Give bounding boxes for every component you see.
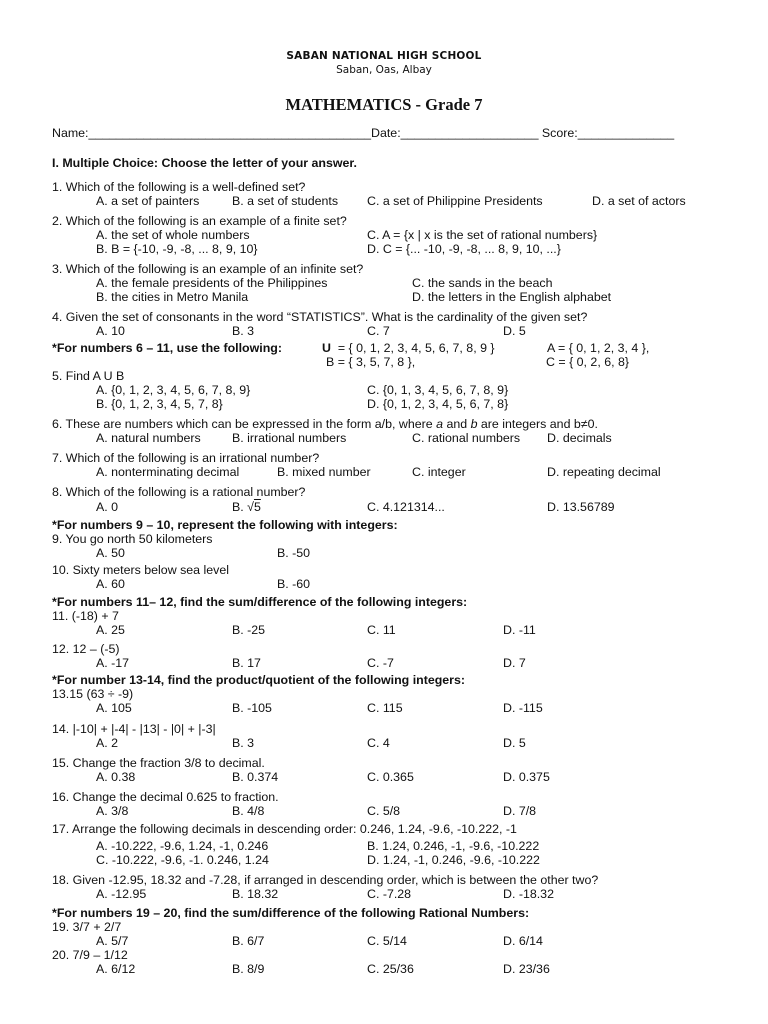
- q6-option-d: D. decimals: [547, 431, 612, 445]
- q13-option-d: D. -115: [503, 701, 543, 715]
- school-address: Saban, Oas, Albay: [336, 64, 432, 76]
- q6-option-b: B. irrational numbers: [232, 431, 347, 445]
- page-title: MATHEMATICS - Grade 7: [285, 95, 483, 114]
- instructions: I. Multiple Choice: Choose the letter of your answer.: [52, 156, 357, 170]
- q10-option-b: B. -60: [277, 577, 311, 591]
- q14-option-b: B. 3: [232, 736, 255, 750]
- q18-option-d: D. -18.32: [503, 887, 554, 901]
- note-numbers-6-11: [52, 341, 282, 355]
- q8-option-d: D. 13.56789: [547, 500, 615, 514]
- question-1: 1. Which of the following is a well-defined set?: [52, 180, 306, 194]
- q5-option-c: C. {0, 1, 3, 4, 5, 6, 7, 8, 9}: [367, 383, 509, 397]
- q15-option-b: B. 0.374: [232, 770, 279, 784]
- question-17: 17. Arrange the following decimals in descending order: 0.246, 1.24, -9.6, -10.222, -1: [52, 822, 517, 836]
- q9-option-a: A. 50: [96, 546, 125, 560]
- q8-option-a: A. 0: [96, 500, 119, 514]
- q15-option-d: D. 0.375: [503, 770, 550, 784]
- q4-option-a: A. 10: [96, 324, 125, 338]
- q6-variable-b: b: [470, 417, 478, 431]
- q18-option-c: C. -7.28: [367, 887, 412, 901]
- school-name: SABAN NATIONAL HIGH SCHOOL: [286, 50, 482, 62]
- q8-option-c: C. 4.121314...: [367, 500, 445, 514]
- question-4: 4. Given the set of consonants in the word “STATISTICS”. What is the cardinality of the given set?: [52, 310, 588, 324]
- question-12: 12. 12 – (-5): [52, 642, 120, 656]
- q20-option-c: C. 25/36: [367, 962, 414, 976]
- question-19: 19. 3/7 + 2/7: [52, 920, 122, 934]
- q11-option-b: B. -25: [232, 623, 266, 637]
- q3-option-b: B. the cities in Metro Manila: [96, 290, 249, 304]
- q6-option-a: A. natural numbers: [96, 431, 201, 445]
- q16-option-d: D. 7/8: [503, 804, 537, 818]
- q3-option-d: D. the letters in the English alphabet: [412, 290, 612, 304]
- q19-option-a: A. 5/7: [96, 934, 129, 948]
- q17-option-b: B. 1.24, 0.246, -1, -9.6, -10.222: [367, 839, 540, 853]
- question-14: 14. |-10| + |-4| - |13| - |0| + |-3|: [52, 722, 216, 736]
- set-b: B = { 3, 5, 7, 8 },: [326, 355, 416, 369]
- question-8: 8. Which of the following is a rational number?: [52, 485, 306, 499]
- q9-option-b: B. -50: [277, 546, 311, 560]
- question-16: 16. Change the decimal 0.625 to fraction.: [52, 790, 279, 804]
- q19-option-b: B. 6/7: [232, 934, 265, 948]
- note-numbers-9-10: *For numbers 9 – 10, represent the following with integers:: [52, 518, 398, 532]
- q13-option-a: A. 105: [96, 701, 132, 715]
- note-numbers-19-20: *For numbers 19 – 20, find the sum/difference of the following Rational Numbers:: [52, 906, 530, 920]
- q2-option-a: A. the set of whole numbers: [96, 228, 250, 242]
- universal-set-letter: U: [322, 341, 331, 355]
- q19-option-c: C. 5/14: [367, 934, 407, 948]
- q12-option-b: B. 17: [232, 656, 261, 670]
- q7-option-d: D. repeating decimal: [547, 465, 661, 479]
- q6-option-c: C. rational numbers: [412, 431, 521, 445]
- q17-option-a: A. -10.222, -9.6, 1.24, -1, 0.246: [96, 839, 269, 853]
- question-6: [52, 417, 598, 431]
- q13-option-c: C. 115: [367, 701, 403, 715]
- question-7: 7. Which of the following is an irrational number?: [52, 451, 320, 465]
- question-2: 2. Which of the following is an example of a finite set?: [52, 214, 347, 228]
- question-18: 18. Given -12.95, 18.32 and -7.28, if arranged in descending order, which is between the other two?: [52, 873, 599, 887]
- q13-option-b: B. -105: [232, 701, 272, 715]
- q6-stem-end: are integers and b≠0.: [477, 417, 598, 431]
- q6-stem-start: 6. These are numbers which can be expressed in the form a/b, where: [52, 417, 437, 431]
- q1-option-b: B. a set of students: [232, 194, 339, 208]
- q16-option-a: A. 3/8: [96, 804, 129, 818]
- q14-option-c: C. 4: [367, 736, 390, 750]
- set-a: A = { 0, 1, 2, 3, 4 },: [547, 341, 650, 355]
- q8-option-b: [232, 500, 261, 514]
- question-13: 13.15 (63 ÷ -9): [52, 687, 134, 701]
- q4-option-d: D. 5: [503, 324, 526, 338]
- set-c: C = { 0, 2, 6, 8}: [546, 355, 630, 369]
- question-9: 9. You go north 50 kilometers: [52, 532, 213, 546]
- q10-option-a: A. 60: [96, 577, 125, 591]
- question-3: 3. Which of the following is an example of an infinite set?: [52, 262, 364, 276]
- q1-option-a: A. a set of painters: [96, 194, 200, 208]
- note-numbers-11-12: *For numbers 11– 12, find the sum/difference of the following integers:: [52, 595, 468, 609]
- q7-option-a: A. nonterminating decimal: [96, 465, 240, 479]
- q1-option-c: C. a set of Philippine Presidents: [367, 194, 543, 208]
- q15-option-a: A. 0.38: [96, 770, 136, 784]
- q8-option-b-radical: B. √: [232, 500, 254, 514]
- q20-option-d: D. 23/36: [503, 962, 550, 976]
- question-20: 20. 7/9 – 1/12: [52, 948, 128, 962]
- q18-option-b: B. 18.32: [232, 887, 279, 901]
- q6-stem-middle: and: [443, 417, 471, 431]
- universal-set: [322, 341, 495, 355]
- q15-option-c: C. 0.365: [367, 770, 414, 784]
- q19-option-d: D. 6/14: [503, 934, 543, 948]
- q3-option-c: C. the sands in the beach: [412, 276, 553, 290]
- q4-option-c: C. 7: [367, 324, 390, 338]
- q4-option-b: B. 3: [232, 324, 255, 338]
- q16-option-b: B. 4/8: [232, 804, 265, 818]
- q20-option-a: A. 6/12: [96, 962, 136, 976]
- q5-option-d: D. {0, 1, 2, 3, 4, 5, 6, 7, 8}: [367, 397, 509, 411]
- q14-option-d: D. 5: [503, 736, 526, 750]
- q11-option-a: A. 25: [96, 623, 125, 637]
- question-10: 10. Sixty meters below sea level: [52, 563, 229, 577]
- q2-option-c: C. A = {x | x is the set of rational numbers}: [367, 228, 598, 242]
- q2-option-d: D. C = {... -10, -9, -8, ... 8, 9, 10, ...}: [367, 242, 561, 256]
- q18-option-a: A. -12.95: [96, 887, 147, 901]
- question-15: 15. Change the fraction 3/8 to decimal.: [52, 756, 265, 770]
- q16-option-c: C. 5/8: [367, 804, 401, 818]
- note-6-label: *For numbers 6 – 11, use the following:: [52, 341, 282, 355]
- q5-option-a: A. {0, 1, 2, 3, 4, 5, 6, 7, 8, 9}: [96, 383, 251, 397]
- note-numbers-13-14: *For number 13-14, find the product/quotient of the following integers:: [52, 673, 466, 687]
- name-date-score-line: Name:_________________________________________Date:____________________ Score:______________: [52, 126, 675, 140]
- q8-option-b-radicand: 5: [253, 500, 261, 514]
- question-11: 11. (-18) + 7: [52, 609, 119, 623]
- universal-set-elements: = { 0, 1, 2, 3, 4, 5, 6, 7, 8, 9 }: [337, 341, 495, 355]
- q7-option-c: C. integer: [412, 465, 466, 479]
- q12-option-a: A. -17: [96, 656, 130, 670]
- q17-option-d: D. 1.24, -1, 0.246, -9.6, -10.222: [367, 853, 540, 867]
- q14-option-a: A. 2: [96, 736, 119, 750]
- q6-variable-a: a: [436, 417, 443, 431]
- q20-option-b: B. 8/9: [232, 962, 265, 976]
- question-5: 5. Find A U B: [52, 369, 125, 383]
- q2-option-b: B. B = {-10, -9, -8, ... 8, 9, 10}: [96, 242, 258, 256]
- q12-option-d: D. 7: [503, 656, 526, 670]
- q17-option-c: C. -10.222, -9.6, -1. 0.246, 1.24: [96, 853, 269, 867]
- q7-option-b: B. mixed number: [277, 465, 371, 479]
- q12-option-c: C. -7: [367, 656, 394, 670]
- q1-option-d: D. a set of actors: [592, 194, 686, 208]
- q11-option-d: D. -11: [503, 623, 536, 637]
- q5-option-b: B. {0, 1, 2, 3, 4, 5, 7, 8}: [96, 397, 223, 411]
- q3-option-a: A. the female presidents of the Philippines: [96, 276, 328, 290]
- q11-option-c: C. 11: [367, 623, 396, 637]
